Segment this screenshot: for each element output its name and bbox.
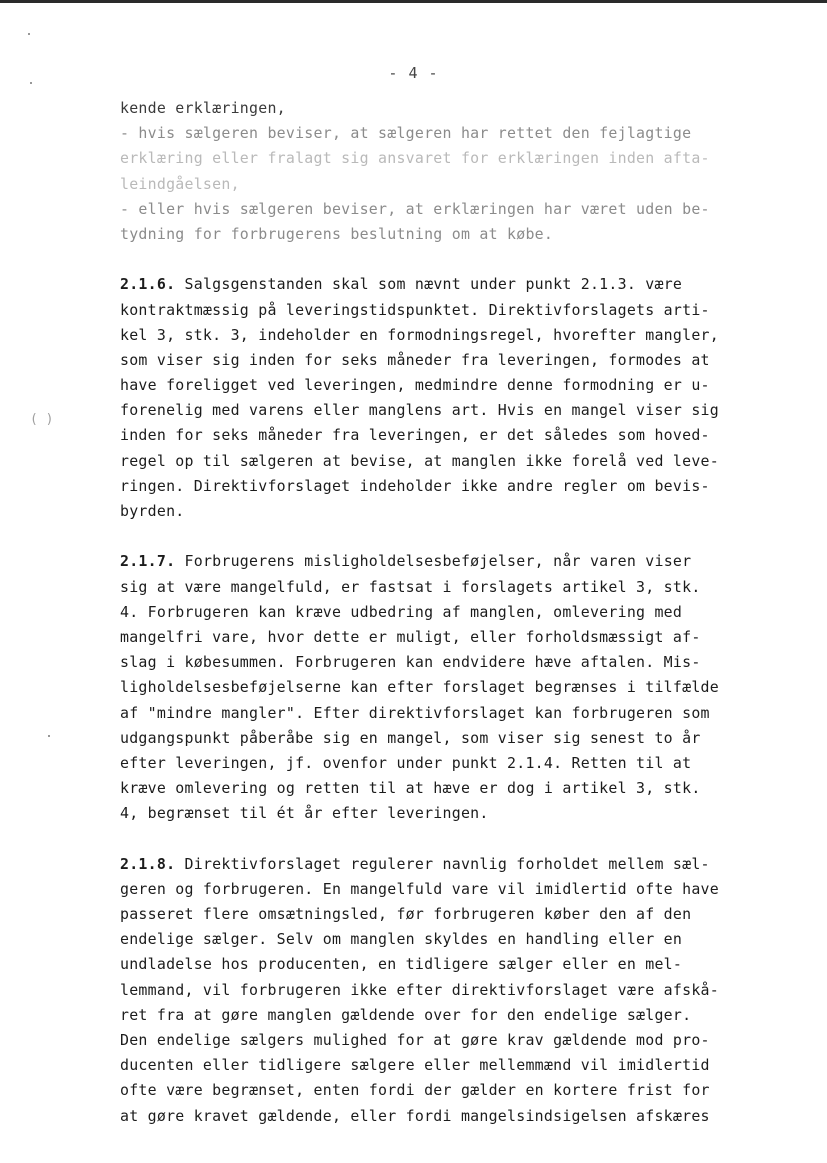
section-number: 2.1.7. [120,552,176,571]
section-line: udgangspunkt påberåbe sig en mangel, som viser sig senest to år [120,728,701,747]
section-line: ofte være begrænset, enten fordi der gælder en kortere frist for [120,1081,710,1100]
section-line: som viser sig inden for seks måneder fra leveringen, formodes at [120,350,710,369]
section-line: kontraktmæssig på leveringstidspunktet. Direktivforslagets arti- [120,300,710,319]
section-line: af "mindre mangler". Efter direktivforslaget kan forbrugeren som [120,703,710,722]
top-border-line [0,0,827,3]
section-line: ringen. Direktivforslaget indeholder ikke andre regler om bevis- [120,476,710,495]
section-line: 4. Forbrugeren kan kræve udbedring af manglen, omlevering med [120,602,683,621]
margin-hole-mark: ( ) [30,412,54,427]
section-text: Forbrugerens misligholdelsesbeføjelser, når varen viser [175,552,692,571]
section-line: at gøre kravet gældende, eller fordi mangelsindsigelsen afskæres [120,1106,710,1125]
intro-line: kende erklæringen, [120,99,286,117]
intro-line: - hvis sælgeren beviser, at sælgeren har rettet den fejlagtige [120,124,692,143]
section-2-1-7 [120,549,800,826]
section-line: sig at være mangelfuld, er fastsat i forslagets artikel 3, stk. [120,577,701,596]
section-line: undladelse hos producenten, en tidligere sælger eller en mel- [120,955,683,974]
scan-speck [30,82,32,84]
scan-speck [48,735,50,737]
section-line: kræve omlevering og retten til at hæve er dog i artikel 3, stk. [120,779,701,798]
section-number: 2.1.8. [120,854,176,873]
document-body [120,96,800,1129]
section-line: slag i købesummen. Forbrugeren kan endvidere hæve aftalen. Mis- [120,653,701,672]
intro-line: erklæring eller fralagt sig ansvaret for erklæringen inden afta- [120,149,710,168]
section-number: 2.1.6. [120,275,176,294]
section-line: lemmand, vil forbrugeren ikke efter direktivforslaget være afskå- [120,980,719,999]
section-line: regel op til sælgeren at bevise, at manglen ikke forelå ved leve- [120,451,719,470]
section-line: ligholdelsesbeføjelserne kan efter forslaget begrænses i tilfælde [120,678,719,697]
page-number: - 4 - [388,64,439,82]
section-line: efter leveringen, jf. ovenfor under punkt 2.1.4. Retten til at [120,753,692,772]
intro-line: tydning for forbrugerens beslutning om at købe. [120,224,554,243]
section-line: passeret flere omsætningsled, før forbrugeren køber den af den [120,905,692,923]
section-line: 4, begrænset til ét år efter leveringen. [120,804,489,823]
intro-line: - eller hvis sælgeren beviser, at erklæringen har været uden be- [120,199,710,218]
section-line: byrden. [120,502,185,520]
section-text: Direktivforslaget regulerer navnlig forholdet mellem sæl- [175,854,710,873]
section-line: Den endelige sælgers mulighed for at gøre krav gældende mod pro- [120,1030,710,1049]
section-line: geren og forbrugeren. En mangelfuld vare vil imidlertid ofte have [120,879,719,898]
section-line: ducenten eller tidligere sælgere eller mellemmænd vil imidlertid [120,1056,710,1075]
section-first-line [120,272,800,297]
section-line: inden for seks måneder fra leveringen, er det således som hoved- [120,426,710,445]
section-line: mangelfri vare, hvor dette er muligt, eller forholdsmæssigt af- [120,627,701,646]
section-2-1-6 [120,272,800,524]
section-2-1-8 [120,852,800,1129]
section-line: have foreligget ved leveringen, medmindre denne formodning er u- [120,376,710,395]
intro-line: leindgåelsen, [120,174,240,193]
section-line: kel 3, stk. 3, indeholder en formodningsregel, hvorefter mangler, [120,325,719,344]
section-line: ret fra at gøre manglen gældende over for den endelige sælger. [120,1005,692,1024]
section-text: Salgsgenstanden skal som nævnt under punkt 2.1.3. være [175,275,683,294]
intro-fragment [120,96,800,247]
section-first-line [120,852,800,877]
section-line: forenelig med varens eller manglens art. Hvis en mangel viser sig [120,401,719,420]
section-first-line [120,549,800,574]
section-line: endelige sælger. Selv om manglen skyldes en handling eller en [120,930,683,949]
scan-speck [28,33,30,35]
